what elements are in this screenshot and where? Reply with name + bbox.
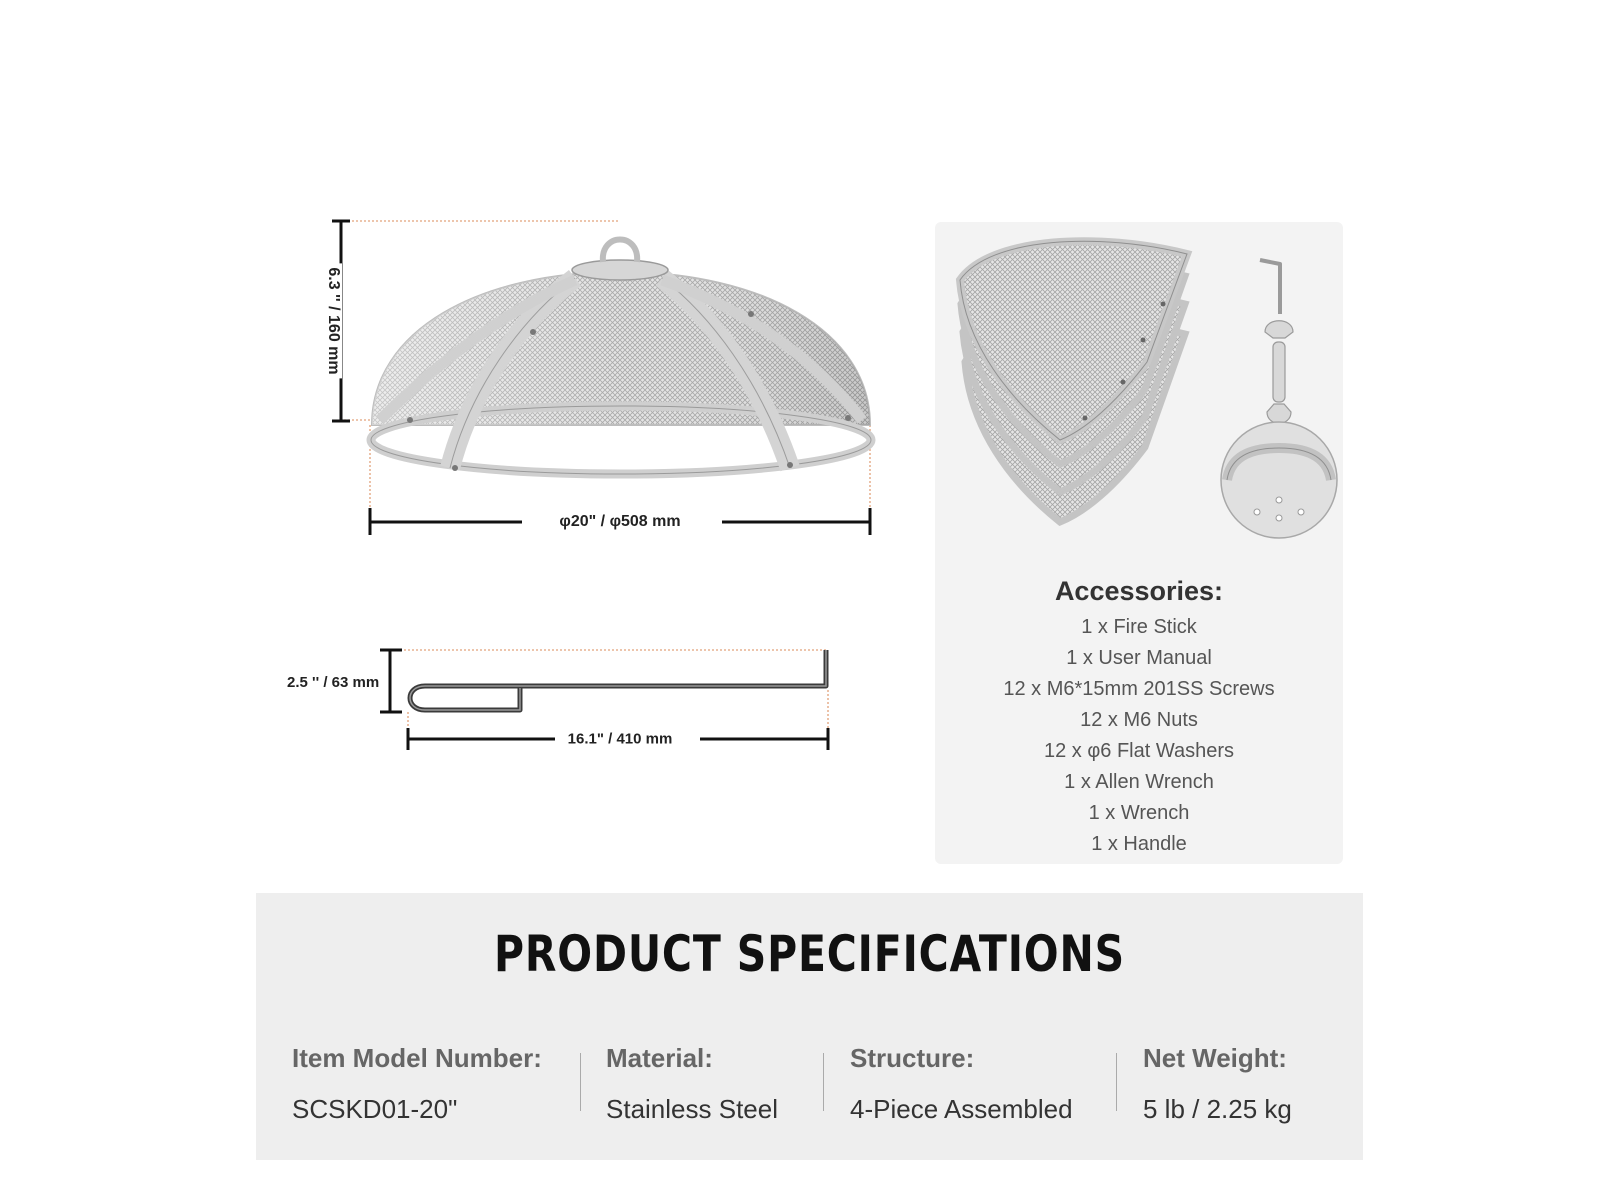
spec-structure bbox=[850, 1043, 1073, 1125]
fire-stick bbox=[410, 650, 826, 710]
accessories-illustration bbox=[935, 222, 1343, 562]
dome-height-label: 6.3 '' / 160 mm bbox=[324, 263, 342, 378]
accessory-item: 1 x Wrench bbox=[1088, 802, 1190, 824]
spec-label: Net Weight: bbox=[1143, 1043, 1287, 1073]
accessory-item: 1 x Allen Wrench bbox=[1064, 771, 1214, 793]
product-specifications bbox=[256, 893, 1363, 1160]
accessory-item: 12 x φ6 Flat Washers bbox=[1043, 740, 1235, 762]
accessories-panel bbox=[935, 222, 1343, 864]
accessories-list bbox=[935, 612, 1343, 860]
spec-label: Item Model Number: bbox=[292, 1043, 542, 1073]
spec-label: Structure: bbox=[850, 1043, 975, 1073]
spec-net-weight bbox=[1143, 1043, 1292, 1125]
spec-value: Stainless Steel bbox=[606, 1094, 778, 1124]
spec-divider bbox=[1116, 1053, 1117, 1111]
accessory-item: 12 x M6*15mm 201SS Screws bbox=[1003, 678, 1275, 700]
spec-label: Material: bbox=[606, 1043, 713, 1073]
spec-divider bbox=[580, 1053, 581, 1111]
stick-length-label: 16.1" / 410 mm bbox=[560, 731, 681, 748]
handle-plate bbox=[1221, 422, 1337, 538]
accessory-item: 12 x M6 Nuts bbox=[1080, 709, 1198, 731]
accessory-item: 1 x Handle bbox=[1091, 833, 1187, 855]
spec-model-number bbox=[292, 1043, 542, 1125]
spec-material bbox=[606, 1043, 778, 1125]
wrench bbox=[1265, 321, 1293, 424]
spec-value: 4-Piece Assembled bbox=[850, 1094, 1073, 1124]
spec-value: 5 lb / 2.25 kg bbox=[1143, 1094, 1292, 1124]
accessory-item: 1 x User Manual bbox=[1066, 647, 1212, 669]
dome-diameter-label: φ20" / φ508 mm bbox=[551, 513, 688, 531]
accessories-title: Accessories: bbox=[1054, 576, 1224, 606]
accessory-item: 1 x Fire Stick bbox=[1081, 616, 1197, 638]
spec-divider bbox=[823, 1053, 824, 1111]
spec-title: PRODUCT SPECIFICATIONS bbox=[494, 925, 1125, 983]
stick-height-label: 2.5 '' / 63 mm bbox=[287, 674, 380, 691]
spec-value: SCSKD01-20" bbox=[292, 1094, 458, 1124]
mesh-panel-stack bbox=[960, 241, 1187, 522]
dome-illustration bbox=[0, 0, 900, 560]
allen-wrench bbox=[1260, 260, 1280, 314]
fire-stick-illustration bbox=[0, 600, 900, 770]
